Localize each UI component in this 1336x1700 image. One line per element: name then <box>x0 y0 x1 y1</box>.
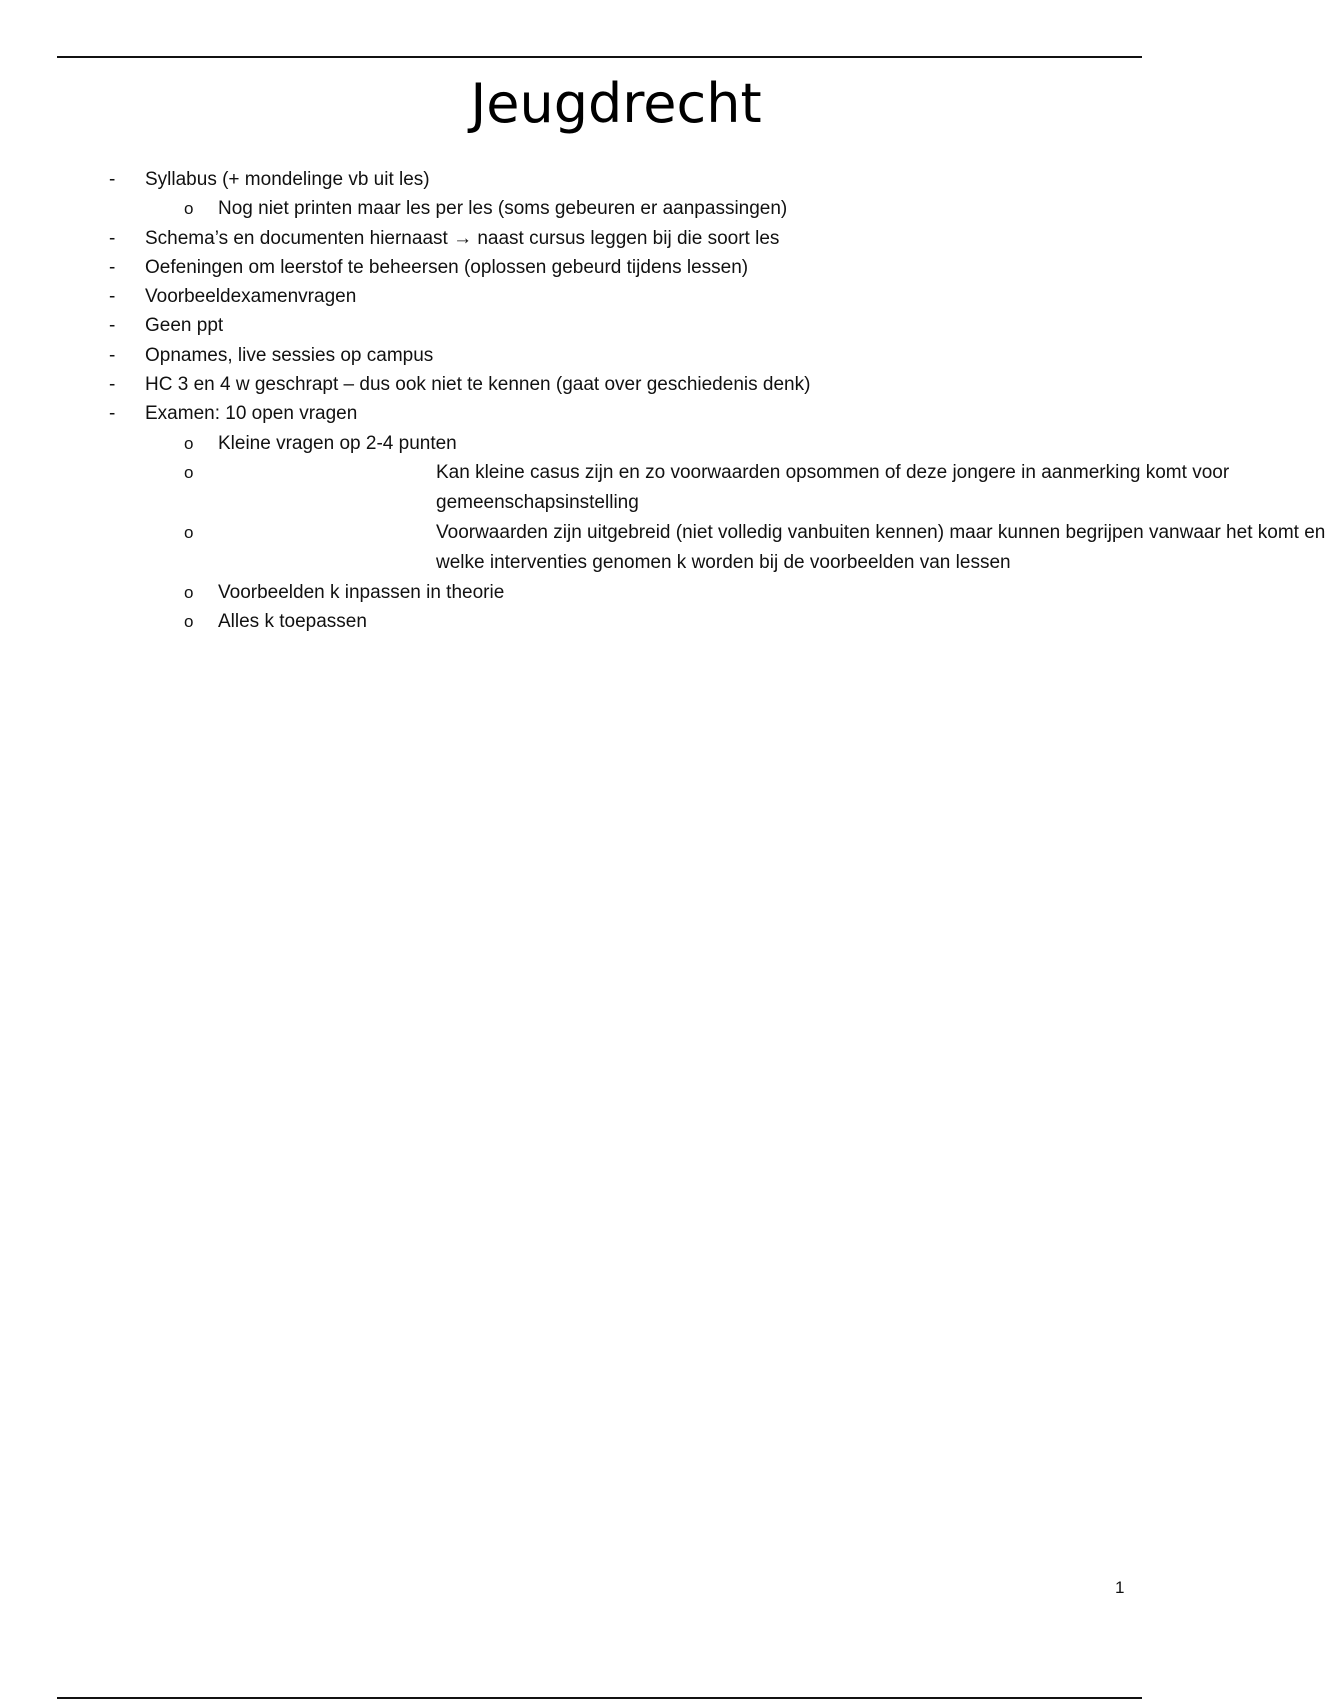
footer-rule <box>57 1697 1142 1699</box>
dash-bullet-icon: - <box>109 403 116 425</box>
circle-bullet-icon: o <box>184 462 194 482</box>
circle-bullet-icon: o <box>184 522 194 542</box>
dash-bullet-icon: - <box>109 315 116 337</box>
list-item-text: Kan kleine casus zijn en zo voorwaarden opsommen of deze jongere in aanmerking komt voor gemeenschapsinstelling <box>436 461 1230 513</box>
list-item <box>0 370 1200 399</box>
dash-bullet-icon: - <box>109 344 116 366</box>
list-item-text: Kleine vragen op 2-4 punten <box>218 432 457 454</box>
list-item <box>0 578 1200 607</box>
list-item <box>0 341 1200 370</box>
list-item <box>0 165 1200 194</box>
list-item-text: Voorwaarden zijn uitgebreid (niet volledig vanbuiten kennen) maar kunnen begrijpen vanwaar het komt en welke interventies genomen k worden bij de voorbeelden van lessen <box>436 521 1326 573</box>
list-item-text: Oefeningen om leerstof te beheersen (oplossen gebeurd tijdens lessen) <box>145 256 749 278</box>
circle-bullet-icon: o <box>184 612 194 632</box>
list-item-text: Voorbeelden k inpassen in theorie <box>218 581 505 603</box>
list-item-text: Opnames, live sessies op campus <box>145 344 434 366</box>
list-item-text: Voorbeeldexamenvragen <box>145 286 357 308</box>
dash-bullet-icon: - <box>109 374 116 396</box>
dash-bullet-icon: - <box>109 169 116 190</box>
circle-bullet-icon: o <box>184 582 194 602</box>
list-item <box>0 458 1230 518</box>
circle-bullet-icon: o <box>184 433 194 453</box>
bullet-list <box>0 165 1326 637</box>
list-item <box>0 311 1200 340</box>
dash-bullet-icon: - <box>109 227 116 249</box>
list-item-text: Nog niet printen maar les per les (soms gebeuren er aanpassingen) <box>218 198 788 220</box>
list-item <box>0 282 1200 311</box>
page-number: 1 <box>1115 1578 1125 1597</box>
document-title: Jeugdrecht <box>470 72 762 135</box>
list-item <box>0 399 1200 428</box>
list-item-text: Syllabus (+ mondelinge vb uit les) <box>145 169 430 190</box>
list-item <box>0 429 1200 458</box>
list-item <box>0 518 1326 578</box>
list-item <box>0 194 1200 223</box>
list-item-text: Alles k toepassen <box>218 611 367 633</box>
list-item <box>0 224 1200 253</box>
list-item-text: Geen ppt <box>145 315 224 337</box>
list-item-text: Examen: 10 open vragen <box>145 403 358 425</box>
header-rule <box>57 56 1142 58</box>
list-item <box>0 607 1200 636</box>
list-item-text: Schema’s en documenten hiernaast → naast cursus leggen bij die soort les <box>145 227 780 249</box>
circle-bullet-icon: o <box>184 199 194 219</box>
dash-bullet-icon: - <box>109 256 116 278</box>
dash-bullet-icon: - <box>109 286 116 308</box>
list-item-text: HC 3 en 4 w geschrapt – dus ook niet te kennen (gaat over geschiedenis denk) <box>145 374 811 396</box>
list-item <box>0 253 1200 282</box>
